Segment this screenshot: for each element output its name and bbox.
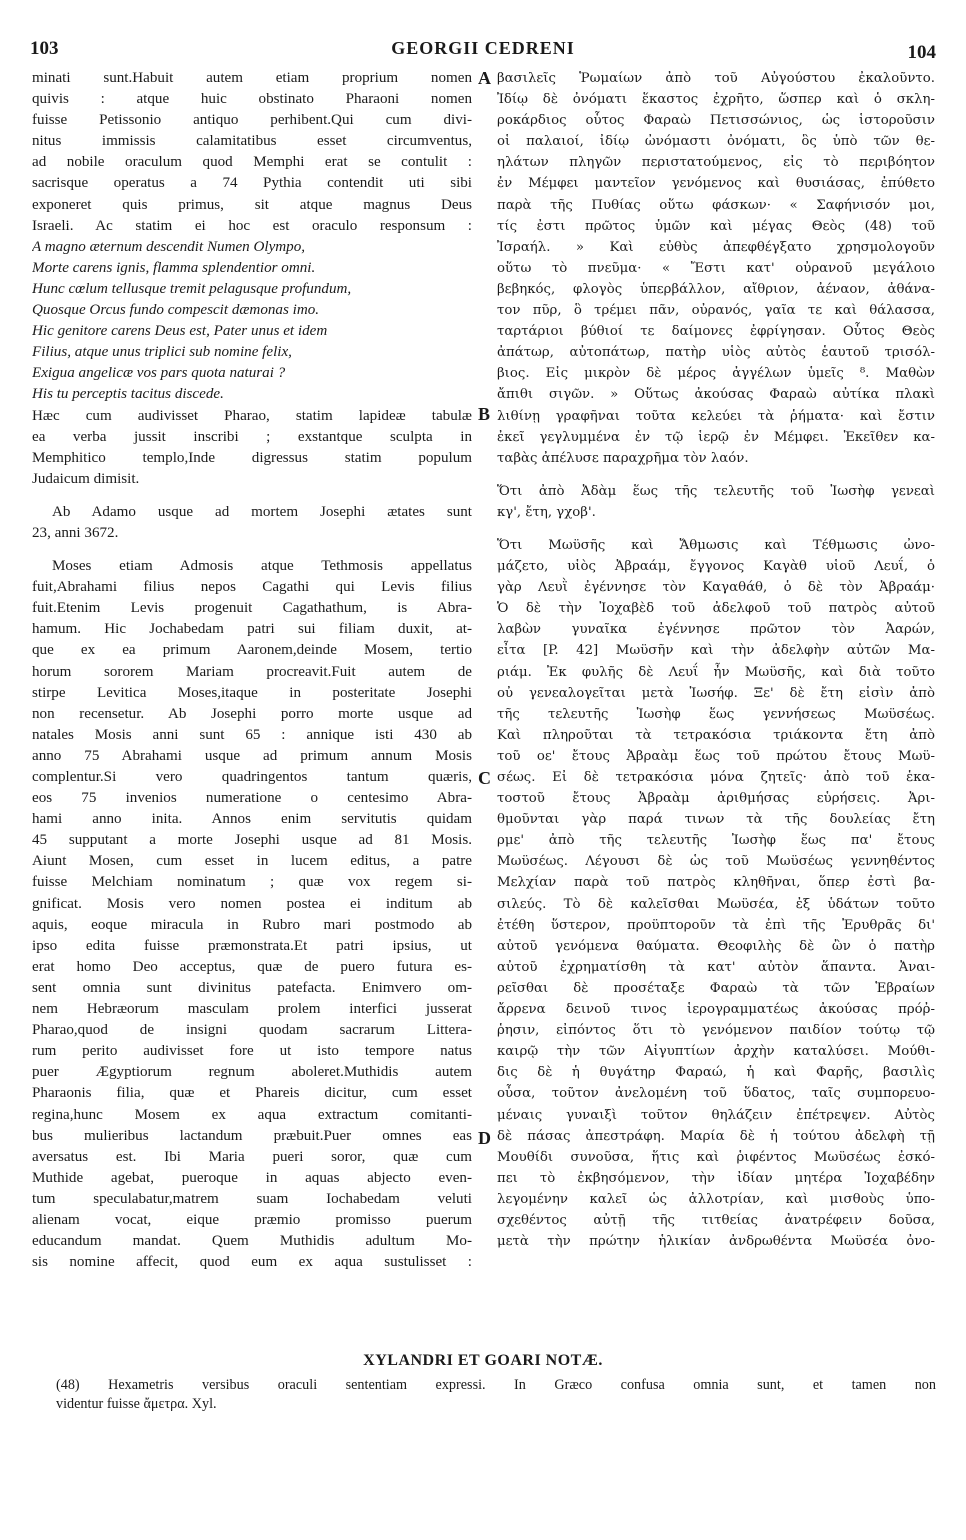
greek-text-line: λιθίνῃ γραφῆναι τοῦτα κελεύει τὰ ῥήματα· καὶ ἔστιν xyxy=(497,408,935,424)
section-marker-d: D xyxy=(478,1128,491,1148)
footnote-line: (48) Hexametris versibus oraculi sententiam expressi. In Græco confusa omnia sunt, et tamen non xyxy=(56,1377,936,1393)
greek-text-line: βασιλεῖς Ῥωμαίων ἀπὸ τοῦ Αὐγούστου ἐκαλοῦντο. xyxy=(497,71,935,86)
section-marker-c: C xyxy=(478,768,491,788)
greek-text-line: Ἰσραήλ. » Καὶ εὐθὺς ἀπεφθέγξατο χρησμολογοῦν xyxy=(497,239,935,255)
greek-text-line: εἶτα [P. 42] Μωϋσῆν καὶ τὴν ἀδελφὴν αὐτῶν Μα- xyxy=(497,643,935,659)
running-title: GEORGII CEDRENI xyxy=(391,38,575,58)
greek-text-line: ηλάτων πληγῶν περιστατούμενος, εἰς τὸ περιβόητον xyxy=(497,155,935,171)
latin-text-line: Pharao,quod de insigni quodam sacrarum Littera- xyxy=(32,1022,472,1039)
greek-text-line: Ἰδίῳ δὲ ὀνόματι ἕκαστος ἐχρῆτο, ὥσπερ καὶ ὁ σκλη- xyxy=(497,92,935,108)
greek-text-line: ρμε' ἀπὸ τῆς τελευτῆς Ἰωσὴφ ἕως πα' ἔτους xyxy=(497,833,935,849)
latin-text-line: hami anno inita. Annos enim servitutis quidam xyxy=(32,811,472,828)
greek-text-line: οὖσα, τοῦτον ἀνελομένη τοῦ ὕδατος, ταῖς συμπορευο- xyxy=(497,1086,935,1102)
latin-text-line: aversatus est. Ibi Maria pueri soror, quæ cum xyxy=(32,1148,472,1165)
greek-text-line: δὲ πάσας ἀπεστράφη. Μαρία δὲ ἡ τούτου ἀδελφὴ τῇ xyxy=(497,1128,935,1144)
latin-text-line: Ab Adamo usque ad mortem Josephi ætates sunt xyxy=(52,503,472,520)
greek-text-line: αὐτοῦ ἐχρηματίσθη τὰ κατ' αὐτὸν ἅπαντα. Ἀναι- xyxy=(497,959,935,975)
greek-text-line: οἱ παλαιοί, ἰδίῳ ὠνόμαστι ὀνόματι, ὃς ὑπὸ τῶν θε- xyxy=(497,134,935,150)
greek-text-line: Ὅτι Μωϋσῆς καὶ Ἄθμωσις καὶ Τέθμωσις ὠνο- xyxy=(497,537,935,553)
running-header xyxy=(30,30,936,70)
greek-text-line: τοῦ οε' ἔτους Ἀβραὰμ ἕως τοῦ πρώτου ἔτους Μωϋ- xyxy=(497,748,935,764)
greek-text-line: ἄπιθι σιγῶν. » Οὕτως ἀκούσας Φαραὼ αὐτίκα πλακὶ xyxy=(497,387,935,403)
greek-text-line: ἀπάτωρ, αὐτοπάτωρ, πατὴρ υἱὸς αὐτὸς ἑαυτοῦ τρισόλ- xyxy=(497,345,935,361)
latin-text-line: Aiunt Mosen, cum esset in lucem editus, a patre xyxy=(32,853,472,870)
latin-text-line: fuisse Melchiam nominatum ; quæ vox regem si- xyxy=(32,874,472,891)
latin-text-line: 23, anni 3672. xyxy=(32,524,119,541)
latin-text-line: Pharaonis filia, quæ et Phareis dicitur, cum esset xyxy=(32,1085,472,1102)
footnotes xyxy=(56,1376,936,1414)
latin-text-line: regina,hunc Mosem ex aqua extractum comitanti- xyxy=(32,1106,472,1123)
greek-text-line: σχεθέντος αὐτῇ τῆς τιτθείας ἀνατρέφειν δοῦσα, xyxy=(497,1212,935,1228)
notes-title: XYLANDRI ET GOARI NOTÆ. xyxy=(363,1352,603,1369)
latin-text-line: Israeli. Ac statim ei hoc est oraculo responsum : xyxy=(32,217,472,234)
section-marker-a: A xyxy=(478,68,491,88)
greek-text-line: πει τὸ ἐκβησόμενον, τὴν ἰδίαν μητέρα Ἰοχαβέδην xyxy=(497,1170,935,1186)
latin-text-line: minati sunt.Habuit autem etiam proprium nomen xyxy=(32,70,472,86)
latin-text-line: A magno æternum descendit Numen Olympo, xyxy=(32,238,306,255)
greek-text-line: ταβὰς ἀπέλυσε παραχρῆμα τὸν λαόν. xyxy=(497,450,749,466)
section-marker-b: B xyxy=(478,404,491,424)
latin-text-line: hamum. Hic Jochabedam patri sui filiam duxit, at- xyxy=(32,621,472,638)
latin-text-line: Morte carens ignis, flamma splendentior omni. xyxy=(32,259,316,276)
latin-text-line: Hunc cœlum tellusque tremit pelagusque profundum, xyxy=(32,280,352,297)
greek-text-line: αὐτοῦ γενόμενα θαύματα. Θεοφιλὴς δὲ ὢν ὁ πατὴρ xyxy=(497,938,935,954)
greek-text-line: ἐν Μέμφει μαντεῖον γενόμενος καὶ θυσιάσας, ἐπύθετο xyxy=(497,176,935,192)
greek-column xyxy=(497,68,935,1252)
latin-text-line: gnificat. Mosis vero nomen postea ei inditum ab xyxy=(32,895,472,912)
greek-text-line: κγ', ἔτη, γχοβ'. xyxy=(497,504,596,520)
latin-text-line: tum speculabatur,matrem suam Iochabedam veluti xyxy=(32,1190,472,1207)
latin-text-line: Moses etiam Admosis atque Tethmosis appellatus xyxy=(52,558,472,575)
paragraph-gap xyxy=(32,544,472,556)
greek-text-line: οὕτω τὸ πνεῦμα· « Ἔστι κατ' οὐρανοῦ μεγάλοιο xyxy=(497,260,935,276)
paragraph-gap xyxy=(497,523,935,535)
greek-text-line: ῥησιν, εἰπόντος ὅτι τὸ γενόμενον παιδίον τούτῳ τῷ xyxy=(497,1023,935,1039)
greek-text-line: μέναις γυναιξὶ τοῦτον θηλάζειν ἐπέτρεψεν. Αὐτὸς xyxy=(497,1107,935,1123)
latin-text-line: puer Ægyptiorum regnum aboleret.Muthidis autem xyxy=(32,1064,472,1081)
latin-text-line: ad nobile oraculum quod Memphi erat se contulit : xyxy=(32,154,472,171)
right-page-number: 104 xyxy=(907,42,936,63)
greek-text-line: ἐτέθη ὕστερον, προϋπτοροῦν τὰ ἐπὶ τῆς Ἐρυθρᾶς δι' xyxy=(497,917,935,933)
latin-text-line: exponeret quis primus, sit atque magnus Deus xyxy=(32,196,472,213)
latin-text-line: aquis, eoque miracula in Rubro mari postmodo ab xyxy=(32,916,472,933)
greek-text-line: ριάμ. Ἐκ φυλῆς δὲ Λευΐ ἦν Μωϋσῆς, καὶ διὰ τοῦτο xyxy=(497,664,935,680)
greek-text-line: βιος. Εἰς μικρὸν δὲ μέρος ἀγγέλων ὑμεῖς ⁸. Μαθὼν xyxy=(497,366,935,382)
latin-text-line: que ex ea primum Aaronem,deinde Mosem, tertio xyxy=(32,642,472,659)
latin-text-line: sacrisque operatus a 74 Pythia contendit uti sibi xyxy=(32,175,472,192)
latin-text-line: nitus immissis calamitatibus esset circumventus, xyxy=(32,133,472,150)
latin-text-line: Muthide agebat, pueroque in aquas abjecto even- xyxy=(32,1169,472,1186)
latin-text-line: sis nomine affecit, quod eum ex aqua sustulisset : xyxy=(32,1254,472,1271)
greek-text-line: ρεῖσθαι δὲ προσέταξε Φαραὼ τὰ τῶν Ἑβραίων xyxy=(497,980,935,996)
latin-text-line: fuisse Petissonio antiquo perhibent.Qui cum divi- xyxy=(32,112,472,129)
latin-text-line: rum perito audivisset fore ut isto tempore natus xyxy=(32,1043,472,1060)
latin-text-line: fuit.Etenim Levis progenuit Cagathathum, is Abra- xyxy=(32,600,472,617)
latin-text-line: horum sororem Mariam procreavit.Fuit autem de xyxy=(32,663,472,680)
latin-text-line: Hic genitore carens Deus est, Pater unus et idem xyxy=(32,323,328,340)
paragraph-gap xyxy=(497,469,935,481)
latin-text-line: Memphitico templo,Inde digressus statim populum xyxy=(32,449,472,466)
latin-text-line: nem Hebræorum masculam prolem interfici jusserat xyxy=(32,1001,472,1018)
latin-text-line: natales Mosis anni sunt 65 : annique isti 430 ab xyxy=(32,726,472,743)
greek-text-line: σιλεύς. Τὸ δὲ καλεῖσθαι Μωϋσέα, ἐξ ὑδάτων τοῦτο xyxy=(497,896,935,912)
paragraph-gap xyxy=(32,490,472,502)
greek-text-line: τον πῦρ, ὃ τρέμει πᾶν, οὐρανός, γαῖα τε καὶ θάλασσα, xyxy=(497,303,935,319)
greek-text-line: τίς ἐστι πρῶτος ὑμῶν καὶ μέγας Θεὸς (48) τοῦ xyxy=(497,218,935,234)
latin-text-line: bus mulieribus lactandum præbuit.Puer omnes eas xyxy=(32,1127,472,1144)
latin-text-line: ipso edita fuisse præmonstrata.Et patri ipsius, ut xyxy=(32,937,472,954)
greek-text-line: ταρτάριοι βύθιοί τε δαίμονες ἐφρίγησαν. Οὗτος Θεὸς xyxy=(497,324,935,340)
greek-text-line: γὰρ Λευῒ ἐγέννησε τὸν Καγαθάθ, ὁ δὲ τὸν Ἀβραάμ· xyxy=(497,580,935,596)
greek-text-line: δις δὲ ἡ θυγάτηρ Φαραώ, ἡ καὶ Φαρῆς, βασιλὶς xyxy=(497,1065,935,1081)
greek-text-line: καιρῷ τὴν τῶν Αἰγυπτίων ἀρχὴν καταλύσει. Μούθι- xyxy=(497,1044,935,1060)
greek-text-line: τῆς τελευτῆς Ἰωσὴφ ἕως γεννήσεως Μωϋσέως. xyxy=(497,706,935,722)
greek-text-line: μετὰ τὴν πρώτην ἡλικίαν ἀνδρωθέντα Μωϋσέα ὀνο- xyxy=(497,1234,935,1250)
latin-text-line: eos 75 invenios numeratione o centesimo Abra- xyxy=(32,790,472,807)
greek-text-line: Μουθίδι συνοῦσα, ἥτις καὶ ῥιφέντος Μωϋσέως ἐσκό- xyxy=(497,1149,935,1165)
greek-text-line: Ὅτι ἀπὸ Ἀδὰμ ἕως τῆς τελευτῆς τοῦ Ἰωσὴφ γενεαὶ xyxy=(497,483,935,499)
greek-text-line: βεβηκός, φλογὸς ὑπερβάλλον, αἴθριον, ἀέναον, ἀθάνα- xyxy=(497,281,935,297)
left-page-number: 103 xyxy=(30,38,59,59)
latin-text-line: fuit,Abrahami filius nepos Cagathi qui Levis filius xyxy=(32,579,472,596)
footnote-line: videntur fuisse ἄμετρα. Xyl. xyxy=(56,1396,217,1412)
latin-text-line: sent omnia sunt divinitus patefacta. Enimvero om- xyxy=(32,979,472,996)
greek-text-line: ἄρρενα δεινοῦ τινος ἱερογραμματέως ἀκούσας πρόῤ- xyxy=(497,1002,935,1018)
greek-text-line: Ὁ δὲ τὴν Ἰοχαβὲδ τοῦ ἀδελφοῦ τοῦ πατρὸς αὐτοῦ xyxy=(497,601,935,617)
latin-text-line: ea verba jussit inscribi ; exstantque sculpta in xyxy=(32,428,472,445)
latin-text-line: Hæc cum audivisset Pharao, statim lapideæ tabulæ xyxy=(32,407,472,424)
greek-text-line: τοστοῦ ἔτους Ἀβραὰμ ἀριθμήσας εὑρήσεις. Ἀρι- xyxy=(497,791,935,807)
latin-text-line: His tu perceptis tacitus discede. xyxy=(32,386,224,403)
latin-text-line: Filius, atque unus triplici sub nomine felix, xyxy=(32,344,292,361)
greek-text-line: μάζετο, υἱὸς Ἀβραάμ, ἔγγονος Καγὰθ υἱοῦ Λευΐ, ὁ xyxy=(497,559,935,575)
greek-text-line: λαβὼν γυναῖκα ἐγέννησε πρῶτον τὸν Ἀαρών, xyxy=(497,622,935,638)
latin-text-line: quivis : atque huic obstinato Pharaoni nomen xyxy=(32,91,472,108)
latin-column xyxy=(32,68,472,1273)
latin-text-line: non recensetur. Ab Josephi porro morte usque ad xyxy=(32,705,472,722)
latin-text-line: educandum mandat. Quem Muthidis adultum Mo- xyxy=(32,1233,472,1250)
greek-text-line: σέως. Εἰ δὲ τετρακόσια μόνα ζητεῖς· ἀπὸ τοῦ ἑκα- xyxy=(497,770,935,785)
latin-text-line: anno 75 Abrahami usque ad primum annum Mosis xyxy=(32,747,472,764)
latin-text-line: erat homo Deo acceptus, quæ de puero futura es- xyxy=(32,958,472,975)
greek-text-line: οὐ γενεαλογεῖται μετὰ Ἰωσήφ. Ξε' δὲ ἔτη εἰσὶν ἀπὸ xyxy=(497,685,935,701)
greek-text-line: λεγομένην καλεῖ ὡς ἀλλοτρίαν, καὶ μισθοὺς ὑπο- xyxy=(497,1191,935,1207)
latin-text-line: 45 supputant a morte Josephi usque ad 81 Mosis. xyxy=(32,832,472,849)
latin-text-line: alienam vocat, eique præmio promisso puerum xyxy=(32,1211,472,1228)
greek-text-line: ροκάρδιος οὗτος Φαραὼ Πετισσώνιος, ὡς ἱστοροῦσιν xyxy=(497,113,935,129)
greek-text-line: Καὶ πληροῦται τὰ τετρακόσια τριάκοντα ἔτη ἀπὸ xyxy=(497,727,935,743)
greek-text-line: Μωϋσέως. Λέγουσι δὲ ὡς τοῦ Μωϋσέως γεννηθέντος xyxy=(497,854,935,870)
latin-text-line: stirpe Levitica Moses,itaque in posteritate Josephi xyxy=(32,684,472,701)
latin-text-line: complentur.Si vero quadringentos tantum quæris, xyxy=(32,769,472,785)
greek-text-line: ἐκεῖ γεγλυμμένα ἐν τῷ ἱερῷ ἐν Μέμφει. Ἐκεῖθεν κα- xyxy=(497,429,935,445)
latin-text-line: Quosque Orcus fundo compescit dæmonas imo. xyxy=(32,302,320,319)
latin-text-line: Exigua angelicæ vos pars quota naturai ? xyxy=(32,365,286,382)
greek-text-line: Μελχίαν παρὰ τοῦ πατρὸς κληθῆναι, ὅπερ ἐστὶ βα- xyxy=(497,875,935,891)
greek-text-line: θμοῦνται γὰρ παρά τινων τὰ τῆς δουλείας ἔτη xyxy=(497,812,935,828)
greek-text-line: παρὰ τῆς Πυθίας οὕτω φάσκων· « Σαφήνισόν μοι, xyxy=(497,197,935,213)
latin-text-line: Judaicum dimisit. xyxy=(32,470,140,487)
